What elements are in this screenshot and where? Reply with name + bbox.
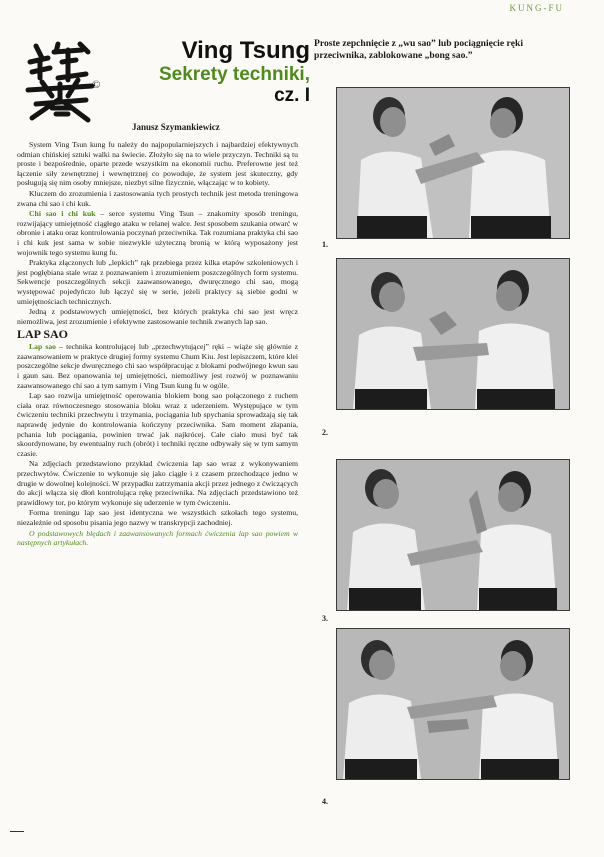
photo-2-label: 2. <box>322 428 328 437</box>
section-heading: LAP SAO <box>17 327 69 342</box>
photo-2-image <box>337 259 569 409</box>
footnote: O podstawowych błędach i zaawansowanych formach ćwiczenia lap sao powiem w następnych artykułach. <box>17 528 298 548</box>
logo <box>22 38 100 124</box>
article-body <box>17 140 298 549</box>
photo-1 <box>336 87 570 239</box>
svg-text:©: © <box>92 79 100 91</box>
paragraph: Jedną z podstawowych umiejętności, bez których praktyka chi sao jest wręcz niemożliwa, jest zrozumienie i efektywne zastosowanie technik zwanych lap sao. <box>17 307 298 326</box>
photo-4 <box>336 628 570 780</box>
paragraph: Lap sao – technika kontrolującej lub „przechwytującej” ręki – wiąże się głównie z zaawansowaniem w praktyce drugiej formy systemu Chum Kiu. Jest lepiszczem, które klei poszczególne sekcje dwuręcznego chi sao współpracując z blokami podwójnego kwun sau i gaun sau. Bez opanowania tej umiejętności, niemożliwy jest rozwój w poznawaniu zaawansowanego chi sao a tym samym i Ving Tsun kung fu w ogóle. <box>17 342 298 390</box>
paragraph: System Ving Tsun kung fu należy do najpopularniejszych i najbardziej efektywnych odmian chińskiej sztuki walki na świecie. Złożyło się na to wiele przyczyn. Techniki są tu proste i bezpośrednie, oparte przede wszystkim na ekonomii ruchu. Preferowne jest też łączenie siły zewnętrznej i wewnętrznej co powoduje, że system jest skuteczny, gdy posługują się nim osoby mniejsze, niezbyt silne fizycznie, włączając w to kobiety. <box>17 140 298 188</box>
paragraph: Lap sao rozwija umiejętność operowania blokiem bong sao połączonego z ruchem ciała oraz równoczesnego stosowania bloku wraz z uderzeniem. Występujące w tym ćwiczeniu techniki przechwytu i trzymania, pociągania lub spychania sprowadzają się tak naprawdę jedynie do kontrolowania kończyny przeciwnika. Sam moment złapania, pchania lub pociągania, powinien trwać jak najkrócej. Całe ciało musi być tak skoordynowane, by ewentualny ruch (obrót) i techniki ręczne odbywały się w tym samym czasie. <box>17 391 298 458</box>
photo-1-label: 1. <box>322 240 328 249</box>
photo-4-label: 4. <box>322 797 328 806</box>
section-header: KUNG-FU <box>509 3 564 13</box>
highlight-term: Lap sao <box>29 342 57 352</box>
article-part: cz. I <box>274 85 310 106</box>
page-edge-mark <box>10 831 24 832</box>
paragraph: Kluczem do zrozumienia i zastosowania tych prostych technik jest metoda treningowa zwana chi sao i chi kuk. <box>17 188 298 208</box>
photo-2 <box>336 258 570 410</box>
article-subtitle: Sekrety techniki, <box>158 64 310 85</box>
chinese-characters-logo-icon <box>22 38 100 124</box>
paragraph: Praktyka złączonych lub „lepkich” rąk przebiega przez kilka etapów szkoleniowych i jest pogłębiana stale wraz z poznawaniem i zrozumieniem poszczególnych form systemu. Sekwencje poszczególnych sekcji zaawansowanego, dwuręcznego chi sao, mogą występować pojedyńczo lub łączyć się w serie, jeżeli praktycy są siebie godni w umiejętnościach technicznych. <box>17 258 298 306</box>
author-name: Janusz Szymankiewicz <box>132 122 220 132</box>
highlight-term: Chi sao i chi kuk <box>29 209 96 219</box>
photo-caption: Proste zepchnięcie z „wu sao” lub pociągnięcie ręki przeciwnika, zablokowane „bong sao.” <box>314 38 523 61</box>
photo-1-image <box>337 88 569 238</box>
paragraph: Chi sao i chi kuk – serce systemu Ving Tsun – znakomity sposób treningu, rozwijający umiejętność ciągłego ataku w relanej walce. Jest sposobem szukania otwarć w obronie i ataku oraz kontrolowania poczynań przeciwnika. Tak rozumiana praktyka chi sao i chi kuk jest sama w sobie niezwykle użyteczną bronią w którą wyposażony jest wojownik tego systemu kung fu. <box>17 209 298 257</box>
photo-3-label: 3. <box>322 614 328 623</box>
photo-4-image <box>337 629 569 779</box>
photo-3-image <box>337 460 569 610</box>
article-title-block <box>118 38 310 106</box>
article-title: Ving Tsung <box>181 37 310 64</box>
photo-3 <box>336 459 570 611</box>
paragraph: Na zdjęciach przedstawiono przykład ćwiczenia lap sao wraz z wykonywaniem przechwytów. Ćwiczenie to wykonuje się jako ciągłe i z czasem przechodzące jedno w drugie w dowolnej kolejności. W przypadku zatrzymania akcji przez jednego z ćwiczących do akcji włącza się dłoń kontrolująca rękę przeciwnika. Na zdjęciach przedstawiono też prawidłowy tor, po którym wykonuje się uderzenie w tym ćwiczeniu. <box>17 459 298 507</box>
paragraph: Forma treningu lap sao jest identyczna we wszystkich szkołach tego systemu, niezależnie od sposobu pisania jego nazwy w transkrypcji zachodniej. <box>17 508 298 527</box>
